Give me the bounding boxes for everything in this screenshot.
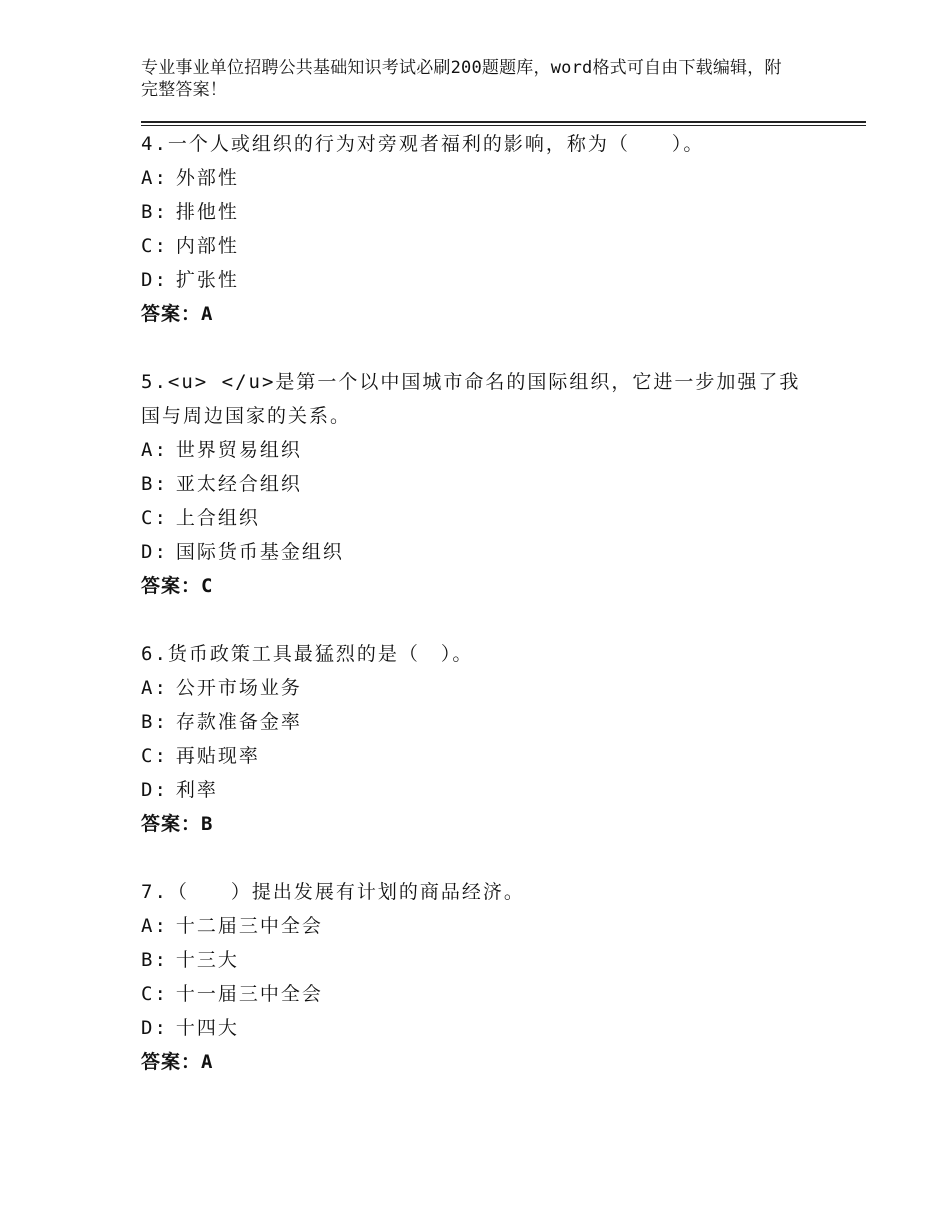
option-label: B: [141, 949, 168, 971]
option-text: 亚太经合组织 [175, 473, 302, 495]
option-d [141, 263, 821, 297]
option-label: C: [141, 507, 168, 529]
answer-text: 答案：A [141, 1051, 214, 1073]
option-c [141, 977, 821, 1011]
option-a [141, 433, 821, 467]
question-stem: 5.<u> </u>是第一个以中国城市命名的国际组织，它进一步加强了我国与周边国家的关系。 [141, 371, 801, 427]
option-c [141, 229, 821, 263]
option-text: 世界贸易组织 [175, 439, 302, 461]
question-stem: 7.（ ）提出发展有计划的商品经济。 [141, 881, 525, 903]
option-text: 上合组织 [175, 507, 260, 529]
question-5 [141, 365, 821, 603]
option-text: 内部性 [175, 235, 239, 257]
option-text: 排他性 [175, 201, 239, 223]
option-text: 十四大 [175, 1017, 239, 1039]
option-b [141, 467, 821, 501]
answer-text: 答案：A [141, 303, 214, 325]
option-text: 外部性 [175, 167, 239, 189]
option-label: C: [141, 745, 168, 767]
option-label: A: [141, 167, 168, 189]
option-d [141, 535, 821, 569]
answer-text: 答案：C [141, 575, 214, 597]
option-label: A: [141, 439, 168, 461]
option-text: 扩张性 [175, 269, 239, 291]
question-6 [141, 637, 821, 841]
option-b [141, 943, 821, 977]
option-b [141, 195, 821, 229]
option-text: 再贴现率 [175, 745, 260, 767]
option-b [141, 705, 821, 739]
option-label: A: [141, 677, 168, 699]
answer-text: 答案：B [141, 813, 214, 835]
option-text: 国际货币基金组织 [175, 541, 344, 563]
option-text: 利率 [175, 779, 218, 801]
option-label: B: [141, 473, 168, 495]
option-text: 十三大 [175, 949, 239, 971]
option-a [141, 161, 821, 195]
option-a [141, 909, 821, 943]
option-label: B: [141, 201, 168, 223]
option-label: D: [141, 1017, 168, 1039]
option-label: D: [141, 779, 168, 801]
option-label: A: [141, 915, 168, 937]
option-label: D: [141, 269, 168, 291]
question-7 [141, 875, 821, 1079]
question-stem: 4.一个人或组织的行为对旁观者福利的影响，称为（ ）。 [141, 133, 705, 155]
question-4 [141, 127, 821, 331]
option-c [141, 501, 821, 535]
option-c [141, 739, 821, 773]
option-text: 十一届三中全会 [175, 983, 323, 1005]
option-text: 公开市场业务 [175, 677, 302, 699]
option-d [141, 1011, 821, 1045]
question-stem: 6.货币政策工具最猛烈的是（ ）。 [141, 643, 474, 665]
header-divider-thick [141, 121, 866, 123]
option-label: D: [141, 541, 168, 563]
header-divider-thin [141, 125, 866, 126]
question-list [141, 127, 821, 1113]
option-label: B: [141, 711, 168, 733]
option-text: 十二届三中全会 [175, 915, 323, 937]
option-label: C: [141, 235, 168, 257]
page-header-text: 专业事业单位招聘公共基础知识考试必刷200题题库，word格式可自由下载编辑，附完整答案！ [141, 58, 782, 100]
option-d [141, 773, 821, 807]
option-text: 存款准备金率 [175, 711, 302, 733]
option-label: C: [141, 983, 168, 1005]
option-a [141, 671, 821, 705]
